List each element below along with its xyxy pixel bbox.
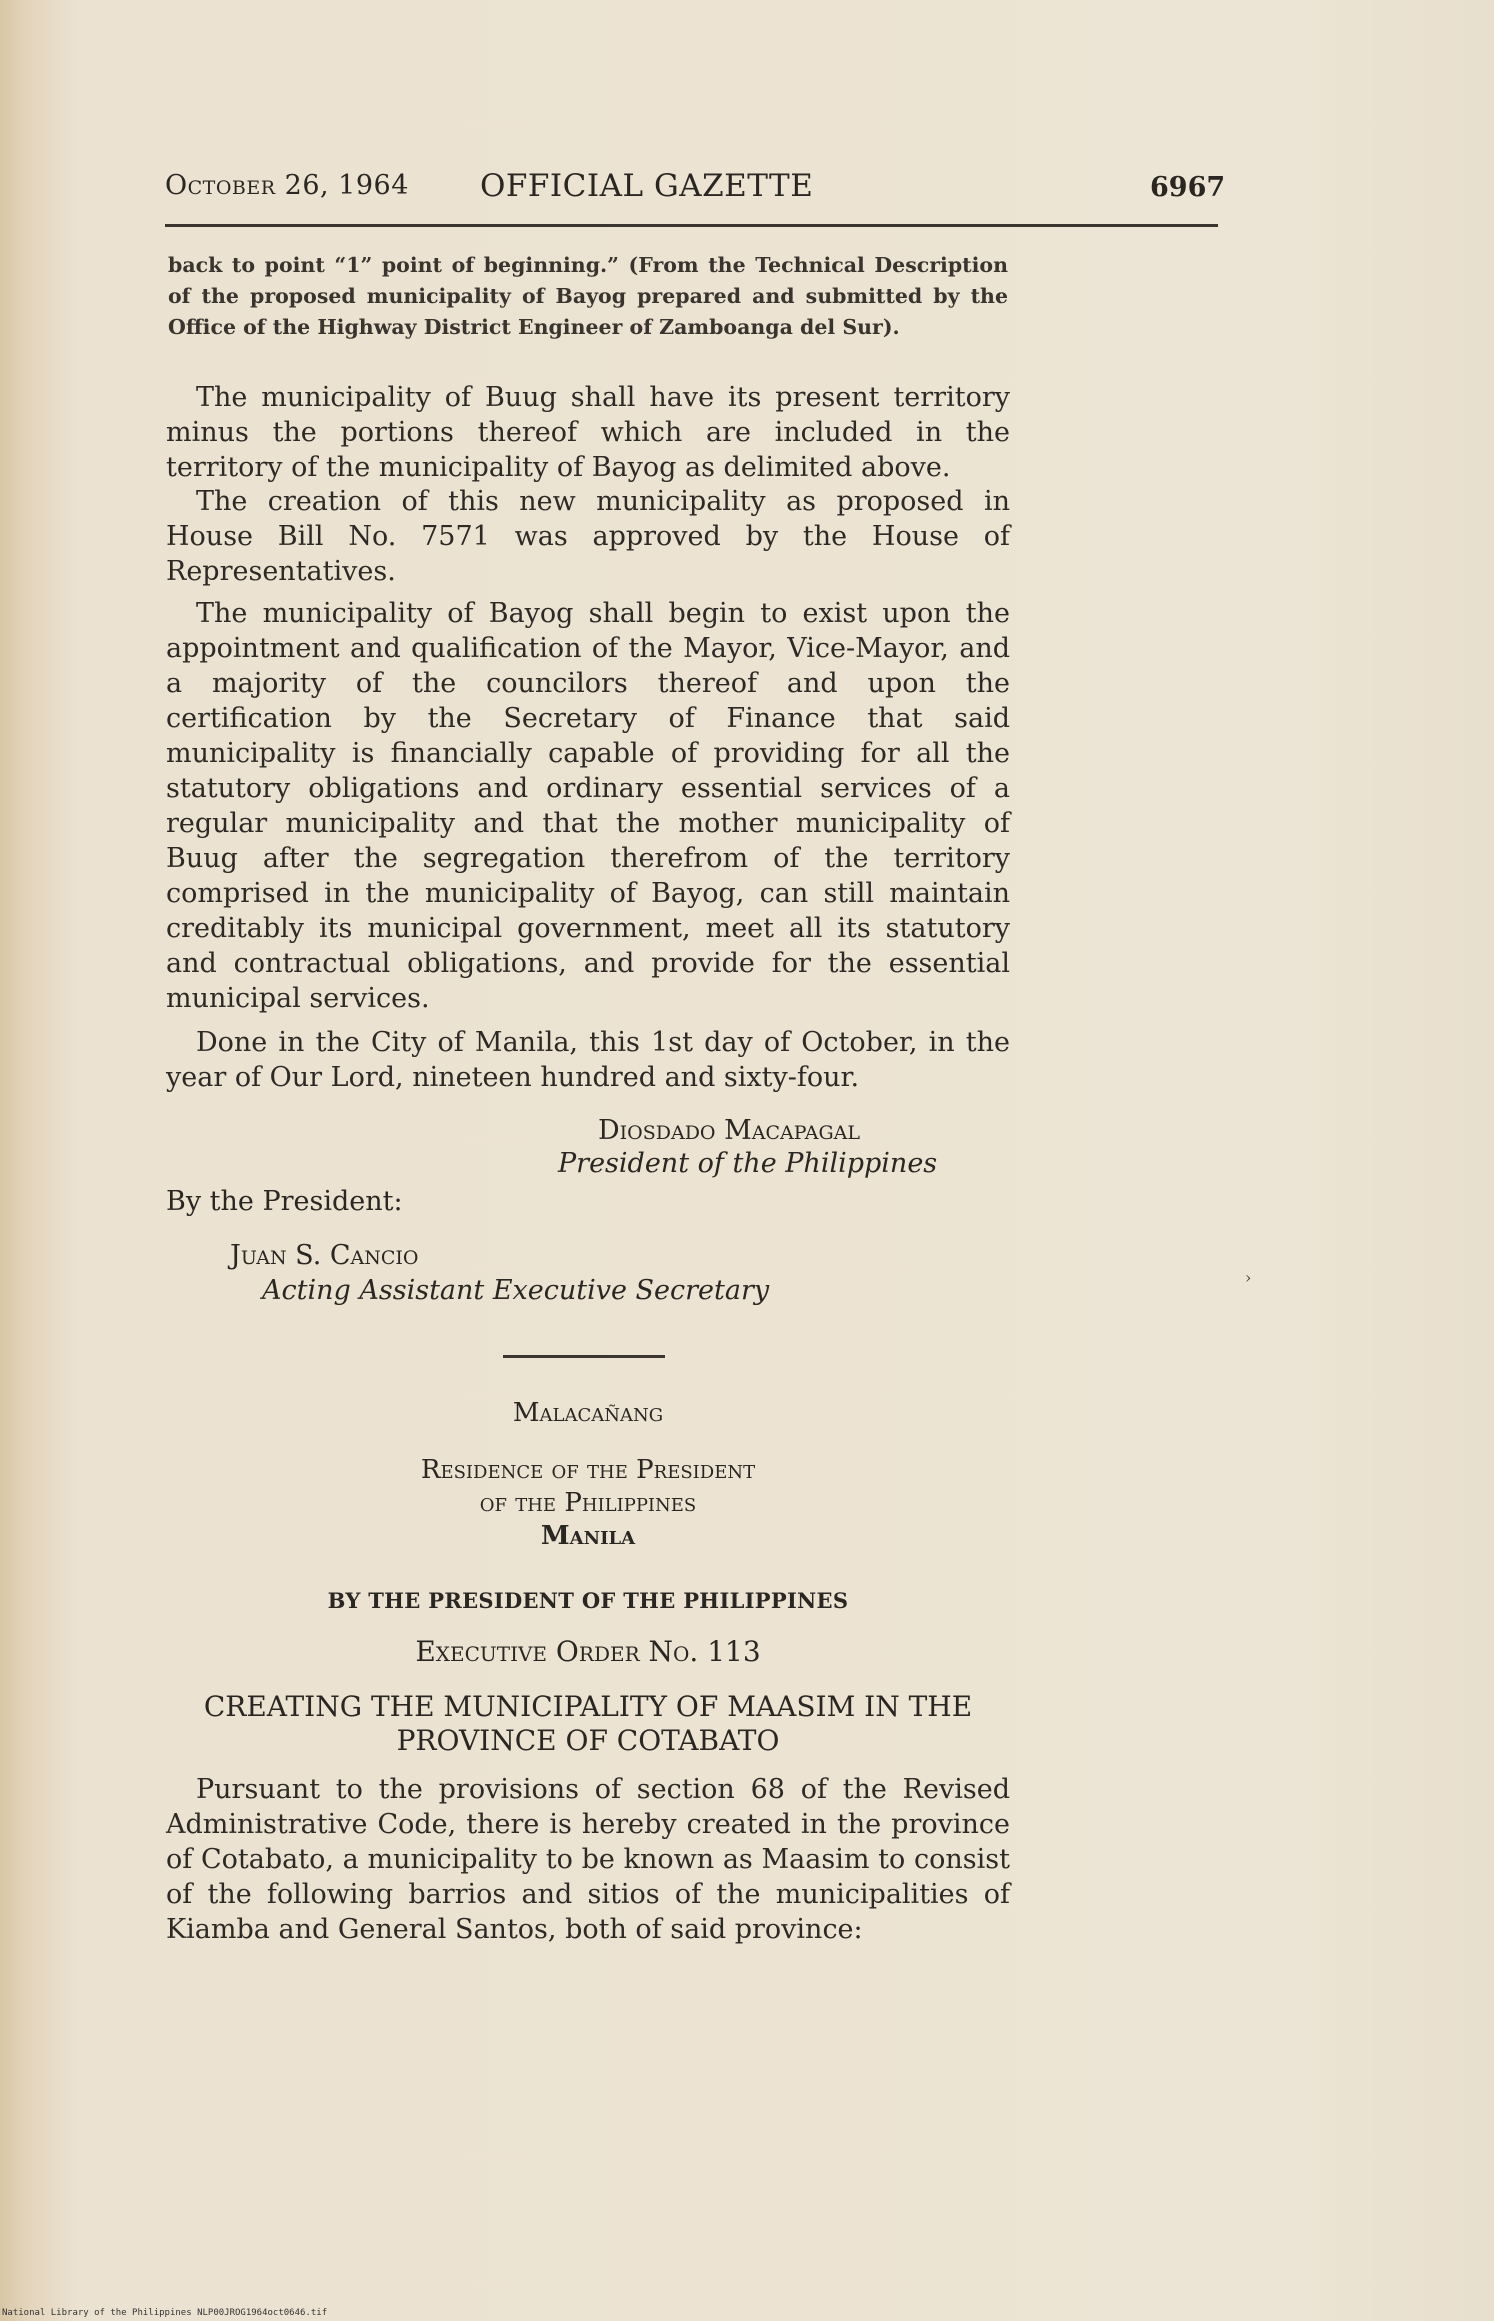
manila-heading: Manila [540,1521,636,1551]
order-title-line-2: PROVINCE OF COTABATO [396,1724,780,1757]
president-name: Diosdado Macapagal [598,1115,860,1146]
paragraph-house-bill: The creation of this new municipality as proposed in House Bill No. 7571 was approved by the House of Representatives. [166,486,1010,587]
paragraph-bayog-existence: The municipality of Bayog shall begin to exist upon the appointment and qualification of the Mayor, Vice-Mayor, and a majority of the councilors thereof and upon the certification by the Secretary of Finance that said municipality is financially capable of providing for all the statutory obligations and ordinary essential services of a regular municipality and that the mother municipality of Buug after the segregation therefrom of the territory comprised in the municipality of Bayog, can still maintain creditably its municipal government, meet all its statutory and contractual obligations, and provide for the essential municipal services. [166,598,1010,1014]
malacanang-heading: Malacañang [512,1398,664,1428]
paragraph-buug-territory: The municipality of Buug shall have its present territory minus the portions thereof which are included in the territory of the municipality of Bayog as delimited above. [166,382,1010,483]
secretary-title: Acting Assistant Executive Secretary [262,1275,770,1306]
residence-line-1: Residence of the President [420,1455,756,1485]
order-title-line-1: CREATING THE MUNICIPALITY OF MAASIM IN THE [203,1690,973,1723]
page-number: 6967 [1150,172,1226,203]
header-rule [165,224,1218,227]
technical-description-note: back to point “1” point of beginning.” (From the Technical Description of the proposed municipality of Bayog prepared and submitted by the Office of the Highway District Engineer of Zamboanga del Sur). [168,253,1008,339]
secretary-name: Juan S. Cancio [230,1240,419,1271]
residence-line-2: of the Philippines [479,1488,697,1518]
paragraph-done-manila: Done in the City of Manila, this 1st day of October, in the year of Our Lord, nineteen hundred and sixty-four. [166,1027,1010,1093]
section-divider [503,1355,665,1358]
header-date: October 26, 1964 [165,170,409,201]
paragraph-maasim-creation: Pursuant to the provisions of section 68 of the Revised Administrative Code, there is hereby created in the province of Cotabato, a municipality to be known as Maasim to consist of the following barrios and sitios of the municipalities of Kiamba and General Santos, both of said province: [166,1774,1010,1945]
by-the-president: By the President: [166,1186,403,1217]
president-title: President of the Philippines [558,1148,938,1179]
executive-order-number: Executive Order No. 113 [415,1635,761,1668]
issuer-heading: BY THE PRESIDENT OF THE PHILIPPINES [327,1588,849,1613]
gazette-title: OFFICIAL GAZETTE [480,168,814,204]
margin-mark: › [1245,1268,1252,1287]
scan-source-note: National Library of the Philippines NLP00JROG1964oct0646.tif [2,2308,328,2318]
